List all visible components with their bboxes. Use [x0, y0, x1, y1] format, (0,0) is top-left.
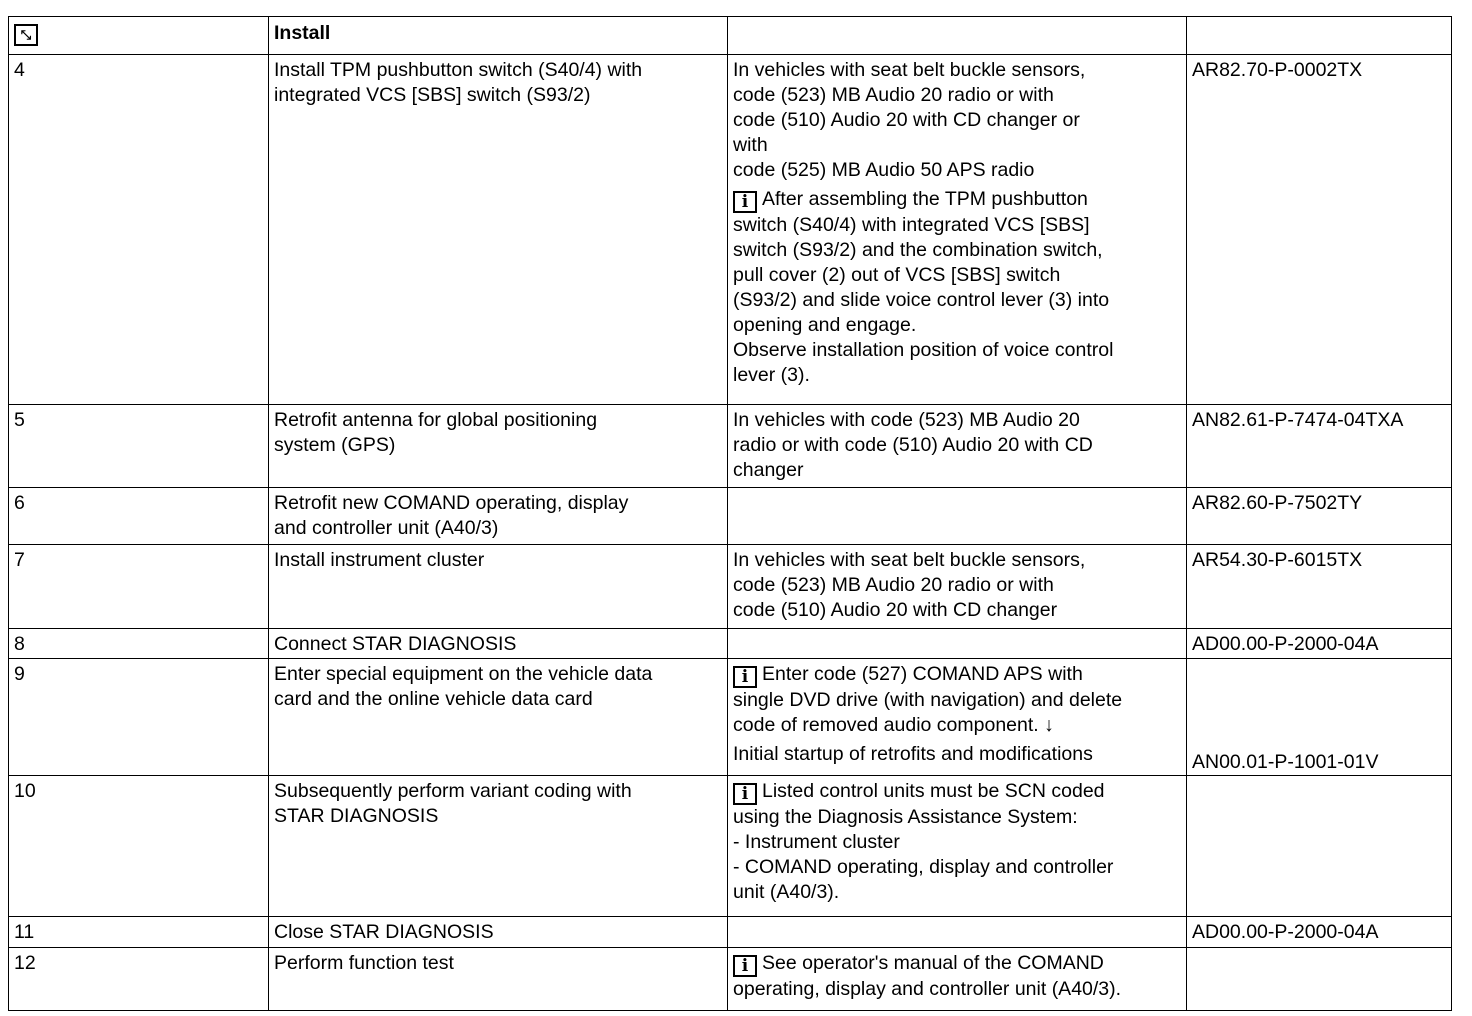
- document-reference[interactable]: [1187, 948, 1452, 1011]
- step-action: Install TPM pushbutton switch (S40/4) with integrated VCS [SBS] switch (S93/2): [269, 55, 728, 405]
- step-notes: [728, 629, 1187, 659]
- step-notes: [728, 405, 1187, 488]
- header-action: Install: [269, 17, 728, 55]
- header-notes: [728, 17, 1187, 55]
- step-notes: [728, 545, 1187, 629]
- note-text: See operator's manual of the COMAND operating, display and controller unit (A40/3).: [733, 952, 1122, 1000]
- document-reference[interactable]: AD00.00-P-2000-04A: [1187, 629, 1452, 659]
- step-notes: [728, 776, 1187, 917]
- note-text: Enter code (527) COMAND APS with single DVD drive (with navigation) and delete code of removed audio component. ↓: [733, 663, 1123, 736]
- info-icon[interactable]: i: [733, 955, 757, 977]
- table-row: [9, 659, 1452, 776]
- step-number: 5: [9, 405, 269, 488]
- step-number: 9: [9, 659, 269, 776]
- step-action: Subsequently perform variant coding with STAR DIAGNOSIS: [269, 776, 728, 917]
- step-number: 11: [9, 917, 269, 948]
- step-number: 12: [9, 948, 269, 1011]
- step-action: Connect STAR DIAGNOSIS: [269, 629, 728, 659]
- step-action: Perform function test: [269, 948, 728, 1011]
- document-reference[interactable]: AD00.00-P-2000-04A: [1187, 917, 1452, 948]
- step-number: 10: [9, 776, 269, 917]
- table-row: [9, 55, 1452, 405]
- note-paragraph: [733, 742, 1181, 767]
- step-notes: [728, 488, 1187, 545]
- note-paragraph: [733, 187, 1181, 388]
- header-ref: [1187, 17, 1452, 55]
- document-reference[interactable]: AN82.61-P-7474-04TXA: [1187, 405, 1452, 488]
- document-reference[interactable]: AR82.70-P-0002TX: [1187, 55, 1452, 405]
- table-row: [9, 488, 1452, 545]
- step-action: Enter special equipment on the vehicle data card and the online vehicle data card: [269, 659, 728, 776]
- document-reference[interactable]: AR54.30-P-6015TX: [1187, 545, 1452, 629]
- step-number: 8: [9, 629, 269, 659]
- table-row: [9, 776, 1452, 917]
- note-paragraph: [733, 548, 1181, 623]
- info-icon[interactable]: i: [733, 666, 757, 688]
- info-icon[interactable]: i: [733, 783, 757, 805]
- table-row: [9, 948, 1452, 1011]
- table-row: [9, 405, 1452, 488]
- step-number: 4: [9, 55, 269, 405]
- step-number: 6: [9, 488, 269, 545]
- note-paragraph: [733, 408, 1181, 483]
- note-text: Initial startup of retrofits and modifications: [733, 743, 1093, 765]
- document-reference[interactable]: AN00.01-P-1001-01V: [1187, 659, 1452, 776]
- document-reference[interactable]: [1187, 776, 1452, 917]
- note-paragraph: [733, 779, 1181, 905]
- note-text: In vehicles with seat belt buckle sensors, code (523) MB Audio 20 radio or with code (510) Audio 20 with CD changer or with code (525) MB Audio 50 APS radio: [733, 59, 1086, 181]
- step-number: 7: [9, 545, 269, 629]
- note-text: Listed control units must be SCN coded using the Diagnosis Assistance System: - Instrument cluster - COMAND operating, display and controller unit (A40/3).: [733, 780, 1114, 903]
- table-row: [9, 545, 1452, 629]
- note-paragraph: [733, 951, 1181, 1002]
- step-action: Retrofit antenna for global positioning system (GPS): [269, 405, 728, 488]
- step-notes: [728, 948, 1187, 1011]
- step-action: Close STAR DIAGNOSIS: [269, 917, 728, 948]
- table-row: [9, 917, 1452, 948]
- note-text: In vehicles with seat belt buckle sensors, code (523) MB Audio 20 radio or with code (510) Audio 20 with CD changer: [733, 549, 1086, 621]
- document-reference[interactable]: AR82.60-P-7502TY: [1187, 488, 1452, 545]
- info-icon[interactable]: i: [733, 191, 757, 213]
- note-text: In vehicles with code (523) MB Audio 20 radio or with code (510) Audio 20 with CD changer: [733, 409, 1093, 481]
- table-row: [9, 629, 1452, 659]
- note-paragraph: [733, 58, 1181, 183]
- step-action: Install instrument cluster: [269, 545, 728, 629]
- step-action: Retrofit new COMAND operating, display and controller unit (A40/3): [269, 488, 728, 545]
- procedure-table: [8, 16, 1452, 1011]
- step-notes: [728, 917, 1187, 948]
- step-notes: [728, 55, 1187, 405]
- header-cell-icon: [9, 17, 269, 55]
- step-notes: [728, 659, 1187, 776]
- header-row: [9, 17, 1452, 55]
- note-paragraph: [733, 662, 1181, 738]
- note-text: After assembling the TPM pushbutton switch (S40/4) with integrated VCS [SBS] switch (S93/2) and the combination switch, pull cover (2) out of VCS [SBS] switch (S93/2) and slide voice control lever (3) into opening and engage. Observe installation position of voice control lever (3).: [733, 188, 1114, 386]
- collapse-icon[interactable]: ⤡: [14, 24, 38, 46]
